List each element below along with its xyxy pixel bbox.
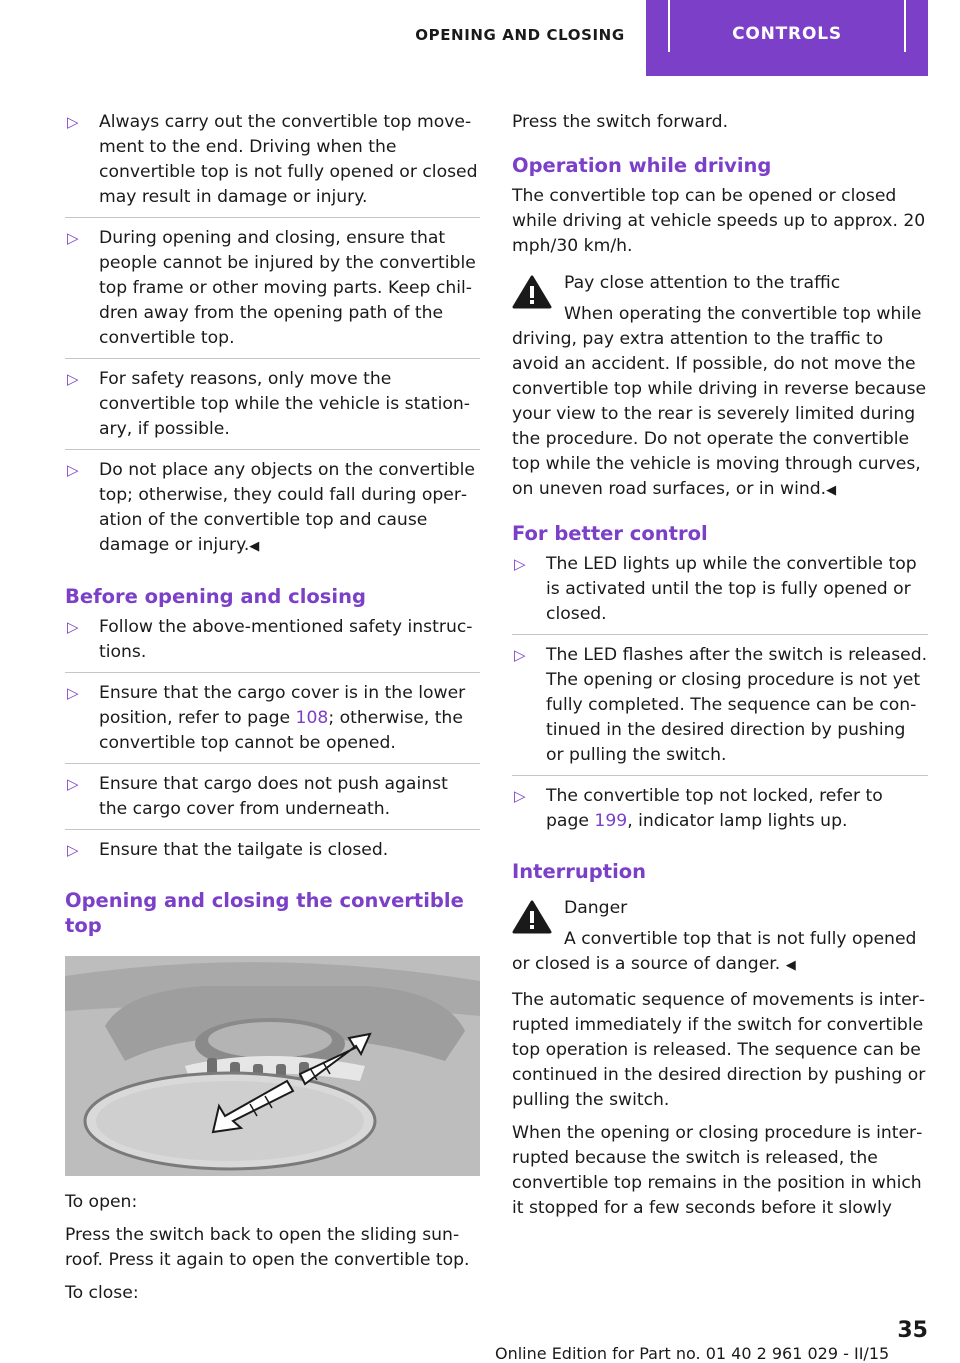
to-open-text: Press the switch back to open the sliding sun‐roof. Press it again to open the convertible top. (65, 1225, 470, 1270)
list-item (512, 784, 928, 841)
list-item (65, 458, 480, 566)
chapter-tab-label: CONTROLS (732, 24, 842, 44)
before-bullet-list (65, 615, 480, 870)
heading-opening-closing: Opening and closing the convertible top (65, 889, 464, 937)
interruption-paragraph-1: The automatic sequence of movements is inter‐rupted immediately if the switch for convertible top operation is released. The sequence can be continued in the desired direction by pushing or pulling the switch. (512, 990, 926, 1110)
list-item-text: The convertible top not locked, refer to page (546, 786, 883, 831)
interruption-paragraph-2: When the opening or closing procedure is inter‐rupted because the switch is released, the convertible top remains in the position in which it stopped for a few seconds before it slowly (512, 1123, 923, 1218)
right-column (512, 110, 928, 1229)
list-item (65, 615, 480, 673)
left-column (65, 110, 480, 1314)
warning-text (512, 327, 928, 503)
triangle-bullet-icon: ▷ (67, 370, 79, 388)
list-item (512, 643, 928, 776)
warning-traffic (512, 271, 928, 503)
control-bullet-list (512, 552, 928, 841)
warning-first-line: A convertible top that is not fully opened (564, 929, 917, 949)
page-header (0, 0, 960, 76)
page-number: 35 (897, 1318, 928, 1343)
page-link-108[interactable]: 108 (295, 708, 329, 728)
to-close-label: To close: (65, 1283, 139, 1303)
list-item (65, 772, 480, 830)
triangle-bullet-icon: ▷ (67, 113, 79, 131)
list-item-text: Ensure that cargo does not push against the cargo cover from underneath. (99, 774, 448, 819)
triangle-bullet-icon: ▷ (67, 775, 79, 793)
heading-operation-while-driving: Operation while driving (512, 154, 772, 177)
heading-interruption: Interruption (512, 860, 647, 883)
chapter-tab-frame (668, 0, 906, 52)
section-title: OPENING AND CLOSING (415, 26, 625, 44)
footer-edition: Online Edition for Part no. 01 40 2 961 029 - II/15 (495, 1344, 890, 1363)
safety-bullet-list (65, 110, 480, 566)
warning-triangle-icon (512, 275, 552, 309)
end-mark-icon: ◀ (249, 539, 260, 554)
list-item-text: ; otherwise, the convertible top cannot be opened. (99, 708, 463, 753)
triangle-bullet-icon: ▷ (514, 646, 526, 664)
convertible-switch-figure (65, 956, 480, 1176)
triangle-bullet-icon: ▷ (67, 841, 79, 859)
page-link-199[interactable]: 199 (594, 811, 628, 831)
list-item (65, 681, 480, 764)
list-item-text: Ensure that the cargo cover is in the lower position, refer to page (99, 683, 466, 728)
warning-first-line: When operating the convertible top while (564, 304, 922, 324)
list-item (65, 226, 480, 359)
list-item-text: Ensure that the tailgate is closed. (99, 840, 389, 860)
triangle-bullet-icon: ▷ (67, 618, 79, 636)
list-item-text: During opening and closing, ensure that people cannot be injured by the convertible top frame or other moving parts. Keep chil‐dren away from the opening path of the convertible top. (99, 228, 476, 348)
list-item (65, 838, 480, 870)
triangle-bullet-icon: ▷ (67, 684, 79, 702)
list-item (512, 552, 928, 635)
warning-title: Danger (564, 898, 628, 918)
warning-danger (512, 896, 928, 978)
list-item-text: Always carry out the convertible top move‐ment to the end. Driving when the convertible top is not fully opened or closed may result in damage or injury. (99, 112, 478, 207)
driving-text: The convertible top can be opened or closed while driving at vehicle speeds up to approx. 20 mph/30 km/h. (512, 186, 926, 256)
warning-text (512, 952, 928, 978)
triangle-bullet-icon: ▷ (514, 555, 526, 573)
warning-triangle-icon (512, 900, 552, 934)
triangle-bullet-icon: ▷ (67, 461, 79, 479)
warning-text-body: driving, pay extra attention to the traffic to avoid an accident. If possible, do not move the convertible top while driving in reverse because your view to the rear is severely limited during the procedure. Do not operate the convertible top while the vehicle is moving through curves, on uneven road surfaces, or in wind. (512, 329, 927, 499)
list-item-text: The LED lights up while the convertible top is activated until the top is fully opened or closed. (546, 554, 917, 624)
list-item-text: The LED flashes after the switch is released. The opening or closing procedure is not yet fully completed. The sequence can be con‐tinued in the desired direction by pushing or pulling the switch. (546, 645, 928, 765)
heading-better-control: For better control (512, 522, 708, 545)
list-item (65, 367, 480, 450)
chapter-tab (646, 0, 928, 76)
warning-text-body: or closed is a source of danger. (512, 954, 781, 974)
list-item (65, 110, 480, 218)
triangle-bullet-icon: ▷ (67, 229, 79, 247)
triangle-bullet-icon: ▷ (514, 787, 526, 805)
list-item-text: For safety reasons, only move the convertible top while the vehicle is station‐ary, if possible. (99, 369, 470, 439)
list-item-text: Do not place any objects on the convertible top; otherwise, they could fall during oper‐ation of the convertible top and cause damage or injury. (99, 460, 475, 555)
to-close-text: Press the switch forward. (512, 112, 729, 132)
warning-title: Pay close attention to the traffic (564, 273, 841, 293)
end-mark-icon: ◀ (826, 483, 837, 498)
to-open-label: To open: (65, 1192, 138, 1212)
heading-before-opening: Before opening and closing (65, 585, 366, 608)
end-mark-icon: ◀ (785, 958, 796, 973)
list-item-text: , indicator lamp lights up. (627, 811, 848, 831)
list-item-text: Follow the above-mentioned safety instruc‐tions. (99, 617, 473, 662)
